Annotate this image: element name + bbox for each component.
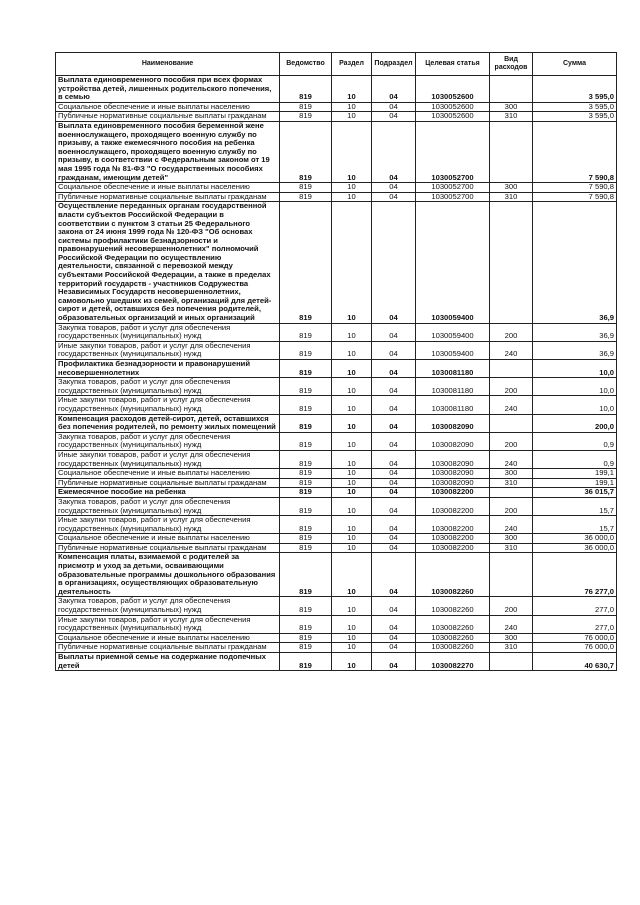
row-razdel: 10 (332, 432, 372, 450)
row-podrazdel: 04 (372, 414, 416, 432)
row-vr (490, 121, 533, 182)
row-podrazdel: 04 (372, 488, 416, 498)
table-row (56, 323, 617, 341)
row-razdel: 10 (332, 192, 372, 202)
row-ved: 819 (280, 488, 332, 498)
row-razdel: 10 (332, 450, 372, 468)
table-row (56, 121, 617, 182)
table-row (56, 396, 617, 414)
row-vr: 300 (490, 633, 533, 643)
row-sum: 36,9 (533, 341, 617, 359)
row-name: Публичные нормативные социальные выплаты гражданам (56, 643, 280, 653)
row-csr: 1030081180 (416, 396, 490, 414)
row-razdel: 10 (332, 121, 372, 182)
table-row (56, 414, 617, 432)
row-razdel: 10 (332, 516, 372, 534)
row-csr: 1030081180 (416, 378, 490, 396)
row-podrazdel: 04 (372, 497, 416, 515)
row-name: Социальное обеспечение и иные выплаты населению (56, 102, 280, 112)
row-name: Закупка товаров, работ и услуг для обеспечения государственных (муниципальных) нужд (56, 497, 280, 515)
table-row (56, 516, 617, 534)
row-name: Социальное обеспечение и иные выплаты населению (56, 633, 280, 643)
row-sum: 76 000,0 (533, 643, 617, 653)
row-ved: 819 (280, 192, 332, 202)
table-row (56, 450, 617, 468)
row-sum: 10,0 (533, 396, 617, 414)
row-name: Иные закупки товаров, работ и услуг для обеспечения государственных (муниципальных) нужд (56, 341, 280, 359)
header-vr: Вид расходов (490, 53, 533, 76)
row-podrazdel: 04 (372, 102, 416, 112)
row-csr: 1030081180 (416, 360, 490, 378)
row-csr: 1030082090 (416, 432, 490, 450)
row-name: Закупка товаров, работ и услуг для обеспечения государственных (муниципальных) нужд (56, 323, 280, 341)
row-name: Социальное обеспечение и иные выплаты населению (56, 534, 280, 544)
table-row (56, 653, 617, 671)
row-razdel: 10 (332, 102, 372, 112)
row-ved: 819 (280, 323, 332, 341)
row-name: Закупка товаров, работ и услуг для обеспечения государственных (муниципальных) нужд (56, 432, 280, 450)
row-csr: 1030052600 (416, 112, 490, 122)
header-razdel: Раздел (332, 53, 372, 76)
row-csr: 1030052600 (416, 102, 490, 112)
row-csr: 1030059400 (416, 202, 490, 323)
row-podrazdel: 04 (372, 633, 416, 643)
row-sum: 36 000,0 (533, 534, 617, 544)
row-ved: 819 (280, 543, 332, 553)
row-podrazdel: 04 (372, 478, 416, 488)
row-razdel: 10 (332, 615, 372, 633)
row-sum: 3 595,0 (533, 112, 617, 122)
budget-table (55, 52, 617, 671)
row-ved: 819 (280, 76, 332, 103)
row-sum: 0,9 (533, 450, 617, 468)
row-sum: 7 590,8 (533, 192, 617, 202)
row-csr: 1030059400 (416, 323, 490, 341)
row-podrazdel: 04 (372, 643, 416, 653)
table-row (56, 76, 617, 103)
row-razdel: 10 (332, 341, 372, 359)
row-csr: 1030082200 (416, 488, 490, 498)
row-vr (490, 202, 533, 323)
row-razdel: 10 (332, 534, 372, 544)
row-sum: 7 590,8 (533, 183, 617, 193)
row-csr: 1030082200 (416, 534, 490, 544)
row-vr: 240 (490, 516, 533, 534)
row-vr: 200 (490, 497, 533, 515)
row-vr (490, 488, 533, 498)
row-vr (490, 653, 533, 671)
row-razdel: 10 (332, 488, 372, 498)
row-ved: 819 (280, 534, 332, 544)
row-podrazdel: 04 (372, 121, 416, 182)
row-csr: 1030082090 (416, 450, 490, 468)
table-row (56, 341, 617, 359)
row-vr: 310 (490, 543, 533, 553)
row-vr: 310 (490, 112, 533, 122)
row-podrazdel: 04 (372, 396, 416, 414)
row-razdel: 10 (332, 360, 372, 378)
row-sum: 76 000,0 (533, 633, 617, 643)
table-row (56, 202, 617, 323)
row-name: Ежемесячное пособие на ребенка (56, 488, 280, 498)
row-name: Осуществление переданных органам государственной власти субъектов Российской Федерации в соответствии с пунктом 3 статьи 25 Федерального закона от 24 июня 1999 года № 120-ФЗ "Об основах системы профилактики безнадзорности и правонарушений несовершеннолетних" полномочий Российской Федерации по осуществлению деятельности, связанной с перевозкой между субъектами Российской Федерации, а также в пределах территорий государств - участников Содружества Независимых Государств несовершеннолетних, самовольно ушедших из семей, организаций для детей- сирот и детей, оставшихся без попечения родителей, образовательных организаций и иных организаций (56, 202, 280, 323)
table-row (56, 378, 617, 396)
row-razdel: 10 (332, 202, 372, 323)
row-vr (490, 553, 533, 597)
table-row (56, 553, 617, 597)
row-vr: 310 (490, 478, 533, 488)
row-vr: 300 (490, 102, 533, 112)
row-sum: 15,7 (533, 516, 617, 534)
row-razdel: 10 (332, 553, 372, 597)
row-vr (490, 360, 533, 378)
row-ved: 819 (280, 643, 332, 653)
row-csr: 1030052700 (416, 121, 490, 182)
row-name: Иные закупки товаров, работ и услуг для обеспечения государственных (муниципальных) нужд (56, 516, 280, 534)
row-ved: 819 (280, 597, 332, 615)
header-csr: Целевая статья (416, 53, 490, 76)
row-sum: 277,0 (533, 597, 617, 615)
row-ved: 819 (280, 360, 332, 378)
row-csr: 1030059400 (416, 341, 490, 359)
row-sum: 36 015,7 (533, 488, 617, 498)
row-csr: 1030082200 (416, 543, 490, 553)
row-name: Социальное обеспечение и иные выплаты населению (56, 469, 280, 479)
header-podrazdel: Подраздел (372, 53, 416, 76)
row-name: Публичные нормативные социальные выплаты гражданам (56, 543, 280, 553)
row-podrazdel: 04 (372, 516, 416, 534)
row-csr: 1030082090 (416, 414, 490, 432)
row-ved: 819 (280, 341, 332, 359)
row-sum: 76 277,0 (533, 553, 617, 597)
row-vr: 300 (490, 534, 533, 544)
row-ved: 819 (280, 653, 332, 671)
row-name: Выплата единовременного пособия при всех формах устройства детей, лишенных родительского попечения, в семью (56, 76, 280, 103)
row-vr: 300 (490, 183, 533, 193)
row-razdel: 10 (332, 543, 372, 553)
table-row (56, 488, 617, 498)
row-vr: 200 (490, 597, 533, 615)
row-podrazdel: 04 (372, 323, 416, 341)
row-razdel: 10 (332, 478, 372, 488)
row-podrazdel: 04 (372, 360, 416, 378)
row-ved: 819 (280, 469, 332, 479)
row-ved: 819 (280, 615, 332, 633)
row-csr: 1030082090 (416, 478, 490, 488)
row-podrazdel: 04 (372, 543, 416, 553)
row-razdel: 10 (332, 76, 372, 103)
row-vr: 200 (490, 432, 533, 450)
row-vr: 310 (490, 643, 533, 653)
row-csr: 1030052700 (416, 192, 490, 202)
row-razdel: 10 (332, 469, 372, 479)
row-sum: 277,0 (533, 615, 617, 633)
row-podrazdel: 04 (372, 534, 416, 544)
row-podrazdel: 04 (372, 341, 416, 359)
row-razdel: 10 (332, 378, 372, 396)
row-name: Иные закупки товаров, работ и услуг для обеспечения государственных (муниципальных) нужд (56, 450, 280, 468)
row-csr: 1030082260 (416, 553, 490, 597)
row-vr: 240 (490, 341, 533, 359)
row-ved: 819 (280, 497, 332, 515)
header-name: Наименование (56, 53, 280, 76)
row-sum: 36 000,0 (533, 543, 617, 553)
row-sum: 0,9 (533, 432, 617, 450)
row-name: Выплата единовременного пособия беременной жене военнослужащего, проходящего военную службу по призыву, а также ежемесячного пособия на ребенка военнослужащего, проходящего военную службу по призыву, в соответствии с Федеральным законом от 19 мая 1995 года № 81-ФЗ "О государственных пособиях гражданам, имеющим детей" (56, 121, 280, 182)
row-ved: 819 (280, 633, 332, 643)
row-podrazdel: 04 (372, 192, 416, 202)
row-razdel: 10 (332, 653, 372, 671)
row-razdel: 10 (332, 414, 372, 432)
row-podrazdel: 04 (372, 615, 416, 633)
row-name: Иные закупки товаров, работ и услуг для обеспечения государственных (муниципальных) нужд (56, 396, 280, 414)
row-name: Закупка товаров, работ и услуг для обеспечения государственных (муниципальных) нужд (56, 378, 280, 396)
row-ved: 819 (280, 378, 332, 396)
row-razdel: 10 (332, 633, 372, 643)
table-row (56, 534, 617, 544)
row-sum: 199,1 (533, 469, 617, 479)
row-csr: 1030082260 (416, 597, 490, 615)
row-csr: 1030082260 (416, 633, 490, 643)
row-sum: 3 595,0 (533, 76, 617, 103)
row-razdel: 10 (332, 323, 372, 341)
row-ved: 819 (280, 432, 332, 450)
row-ved: 819 (280, 202, 332, 323)
row-razdel: 10 (332, 112, 372, 122)
row-name: Выплаты приемной семье на содержание подопечных детей (56, 653, 280, 671)
row-sum: 199,1 (533, 478, 617, 488)
table-row (56, 497, 617, 515)
row-podrazdel: 04 (372, 553, 416, 597)
table-header-row (56, 53, 617, 76)
row-podrazdel: 04 (372, 653, 416, 671)
row-name: Профилактика безнадзорности и правонарушений несовершеннолетних (56, 360, 280, 378)
row-razdel: 10 (332, 497, 372, 515)
row-razdel: 10 (332, 396, 372, 414)
row-csr: 1030082270 (416, 653, 490, 671)
row-razdel: 10 (332, 597, 372, 615)
row-podrazdel: 04 (372, 183, 416, 193)
table-row (56, 597, 617, 615)
row-sum: 10,0 (533, 378, 617, 396)
row-sum: 36,9 (533, 202, 617, 323)
row-sum: 3 595,0 (533, 102, 617, 112)
row-ved: 819 (280, 478, 332, 488)
row-vr: 240 (490, 615, 533, 633)
header-ved: Ведомство (280, 53, 332, 76)
row-podrazdel: 04 (372, 112, 416, 122)
row-csr: 1030082260 (416, 643, 490, 653)
row-csr: 1030082090 (416, 469, 490, 479)
table-row (56, 183, 617, 193)
row-sum: 15,7 (533, 497, 617, 515)
row-name: Компенсация платы, взимаемой с родителей за присмотр и уход за детьми, осваивающими образовательные программы дошкольного образования в организациях, осуществляющих образовательную деятельность (56, 553, 280, 597)
table-row (56, 432, 617, 450)
row-sum: 40 630,7 (533, 653, 617, 671)
row-vr: 200 (490, 378, 533, 396)
row-vr: 240 (490, 450, 533, 468)
row-podrazdel: 04 (372, 202, 416, 323)
row-ved: 819 (280, 112, 332, 122)
row-vr (490, 76, 533, 103)
row-csr: 1030052600 (416, 76, 490, 103)
row-sum: 7 590,8 (533, 121, 617, 182)
row-sum: 36,9 (533, 323, 617, 341)
table-row (56, 615, 617, 633)
row-name: Публичные нормативные социальные выплаты гражданам (56, 112, 280, 122)
row-csr: 1030082260 (416, 615, 490, 633)
row-ved: 819 (280, 183, 332, 193)
row-razdel: 10 (332, 643, 372, 653)
row-vr: 300 (490, 469, 533, 479)
row-ved: 819 (280, 414, 332, 432)
row-name: Закупка товаров, работ и услуг для обеспечения государственных (муниципальных) нужд (56, 597, 280, 615)
row-ved: 819 (280, 516, 332, 534)
row-sum: 200,0 (533, 414, 617, 432)
row-vr: 200 (490, 323, 533, 341)
row-name: Иные закупки товаров, работ и услуг для обеспечения государственных (муниципальных) нужд (56, 615, 280, 633)
row-vr: 310 (490, 192, 533, 202)
row-name: Публичные нормативные социальные выплаты гражданам (56, 478, 280, 488)
row-vr: 240 (490, 396, 533, 414)
row-ved: 819 (280, 450, 332, 468)
row-csr: 1030082200 (416, 497, 490, 515)
row-ved: 819 (280, 553, 332, 597)
row-csr: 1030052700 (416, 183, 490, 193)
table-row (56, 469, 617, 479)
row-ved: 819 (280, 121, 332, 182)
row-vr (490, 414, 533, 432)
row-ved: 819 (280, 396, 332, 414)
row-podrazdel: 04 (372, 469, 416, 479)
row-podrazdel: 04 (372, 597, 416, 615)
row-podrazdel: 04 (372, 450, 416, 468)
row-podrazdel: 04 (372, 378, 416, 396)
header-sum: Сумма (533, 53, 617, 76)
row-podrazdel: 04 (372, 432, 416, 450)
row-csr: 1030082200 (416, 516, 490, 534)
row-razdel: 10 (332, 183, 372, 193)
row-podrazdel: 04 (372, 76, 416, 103)
table-row (56, 360, 617, 378)
row-ved: 819 (280, 102, 332, 112)
row-name: Социальное обеспечение и иные выплаты населению (56, 183, 280, 193)
row-name: Компенсация расходов детей-сирот, детей, оставшихся без попечения родителей, по ремонту жилых помещений (56, 414, 280, 432)
row-sum: 10,0 (533, 360, 617, 378)
row-name: Публичные нормативные социальные выплаты гражданам (56, 192, 280, 202)
